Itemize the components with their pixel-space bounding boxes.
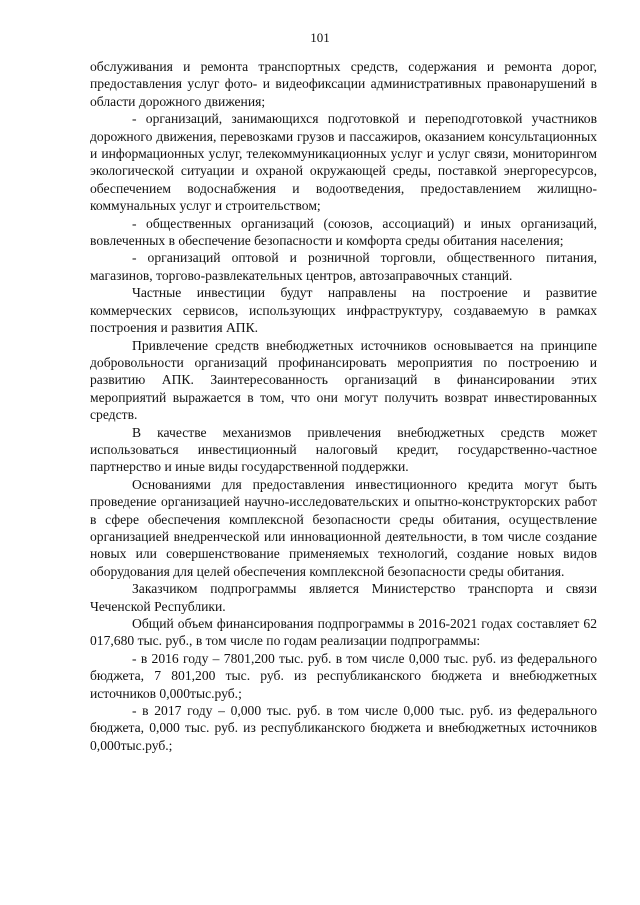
paragraph: Основаниями для предоставления инвестиционного кредита могут быть проведение организацией научно-исследовательских и опытно-конструкторских работ в сфере обеспечения комплексной безопасности среды обитания, осуществление организацией внедренческой или инновационной деятельности, в том числе создание новых или совершенствование применяемых технологий, создание новых видов оборудования для целей обеспечения комплексной безопасности среды обитания. bbox=[90, 476, 597, 579]
paragraph: В качестве механизмов привлечения внебюджетных средств может использоваться инвестиционный налоговый кредит, государственно-частное партнерство и иные виды государственной поддержки. bbox=[90, 424, 597, 475]
paragraph: - организаций, занимающихся подготовкой и переподготовкой участников дорожного движения, перевозками грузов и пассажиров, оказанием консультационных и информационных услуг, телекоммуникационных услуг и услуг связи, мониторингом экологической ситуации и охраной окружающей среды, поставкой энергоресурсов, обеспечением водоснабжения и водоотведения, предоставлением жилищно-коммунальных услуг и строительством; bbox=[90, 111, 597, 214]
paragraph: Привлечение средств внебюджетных источников основывается на принципе добровольности организаций профинансировать мероприятия по построению и развитию АПК. Заинтересованность организаций в финансировании этих мероприятий выражается в том, что они могут получить возврат инвестированных средств. bbox=[90, 337, 597, 423]
paragraph: обслуживания и ремонта транспортных средств, содержания и ремонта дорог, предоставления услуг фото- и видеофиксации административных правонарушений в области дорожного движения; bbox=[90, 59, 597, 109]
paragraph: Заказчиком подпрограммы является Министерство транспорта и связи Чеченской Республики. bbox=[90, 581, 597, 614]
paragraph: - общественных организаций (союзов, ассоциаций) и иных организаций, вовлеченных в обеспечение безопасности и комфорта среды обитания населения; bbox=[90, 215, 597, 249]
document-body bbox=[90, 58, 597, 754]
paragraph: Общий объем финансирования подпрограммы в 2016-2021 годах составляет 62 017,680 тыс. руб., в том числе по годам реализации подпрограммы: bbox=[90, 616, 597, 649]
paragraph: - в 2016 году – 7801,200 тыс. руб. в том числе 0,000 тыс. руб. из федерального бюджета, 7 801,200 тыс. руб. из республиканского бюджета и внебюджетных источников 0,000тыс.руб.; bbox=[90, 650, 597, 701]
paragraph: - организаций оптовой и розничной торговли, общественного питания, магазинов, торгово-развлекательных центров, автозаправочных станций. bbox=[90, 250, 597, 283]
paragraph: Частные инвестиции будут направлены на построение и развитие коммерческих сервисов, использующих инфраструктуру, создаваемую в рамках построения и развития АПК. bbox=[90, 285, 597, 336]
paragraph: - в 2017 году – 0,000 тыс. руб. в том числе 0,000 тыс. руб. из федерального бюджета, 0,000 тыс. руб. из республиканского бюджета и внебюджетных источников 0,000тыс.руб.; bbox=[90, 703, 597, 753]
page-number: 101 bbox=[310, 30, 330, 45]
